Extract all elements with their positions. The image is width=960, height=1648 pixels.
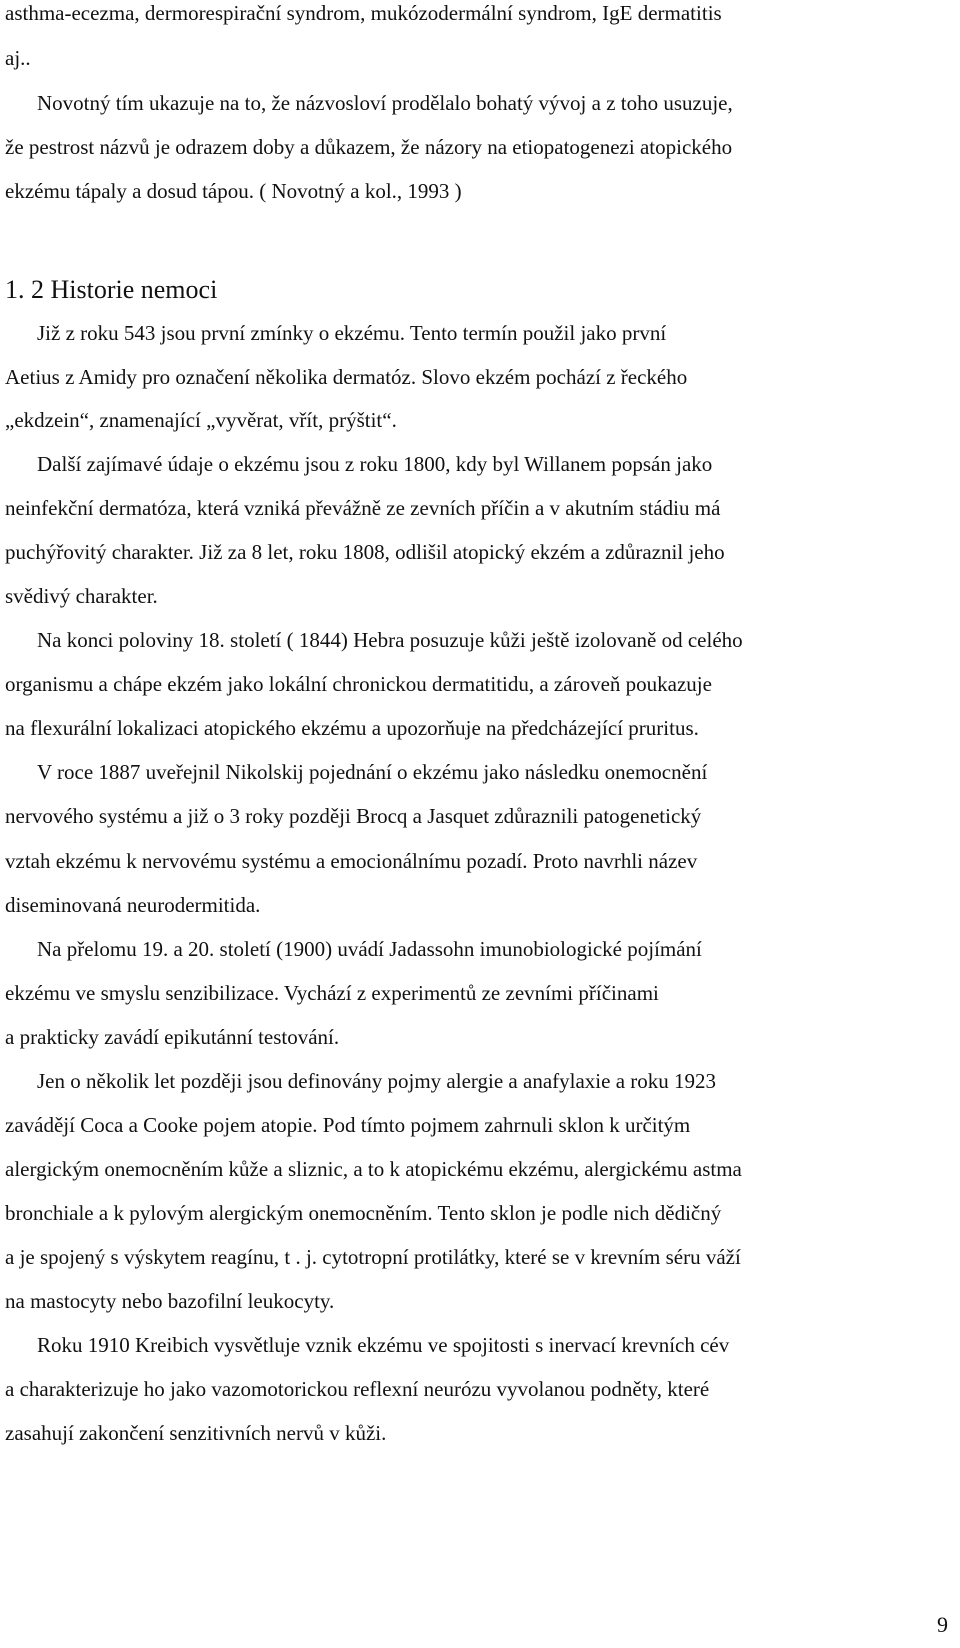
text-line: Roku 1910 Kreibich vysvětluje vznik ekzému ve spojitosti s inervací krevních cév <box>37 1333 730 1357</box>
text-line: Již z roku 543 jsou první zmínky o ekzému. Tento termín použil jako první <box>37 321 667 345</box>
text-line: Další zajímavé údaje o ekzému jsou z roku 1800, kdy byl Willanem popsán jako <box>37 452 713 476</box>
text-line: asthma-ecezma, dermorespirační syndrom, mukózodermální syndrom, IgE dermatitis <box>5 1 722 25</box>
text-line: Jen o několik let později jsou definovány pojmy alergie a anafylaxie a roku 1923 <box>37 1069 717 1093</box>
text-line: zavádějí Coca a Cooke pojem atopie. Pod tímto pojmem zahrnuli sklon k určitým <box>5 1113 691 1137</box>
text-line: organismu a chápe ekzém jako lokální chronickou dermatitidu, a zároveň poukazuje <box>5 672 712 696</box>
text-line: aj.. <box>5 46 31 70</box>
text-line: Na přelomu 19. a 20. století (1900) uvádí Jadassohn imunobiologické pojímání <box>37 937 702 961</box>
text-line: diseminovaná neurodermitida. <box>5 893 261 917</box>
text-line: zasahují zakončení senzitivních nervů v kůži. <box>5 1421 387 1445</box>
text-line: ekzému tápaly a dosud tápou. ( Novotný a kol., 1993 ) <box>5 179 462 203</box>
text-line: puchýřovitý charakter. Již za 8 let, roku 1808, odlišil atopický ekzém a zdůraznil jeho <box>5 540 725 564</box>
text-line: a prakticky zavádí epikutánní testování. <box>5 1025 340 1049</box>
text-line: neinfekční dermatóza, která vzniká převážně ze zevních příčin a v akutním stádiu má <box>5 496 721 520</box>
text-line: Na konci poloviny 18. století ( 1844) Hebra posuzuje kůži ještě izolovaně od celého <box>37 628 743 652</box>
text-line: a je spojený s výskytem reagínu, t . j. cytotropní protilátky, které se v krevním séru váží <box>5 1245 741 1269</box>
text-line: Aetius z Amidy pro označení několika dermatóz. Slovo ekzém pochází z řeckého <box>5 365 688 389</box>
text-line: bronchiale a k pylovým alergickým onemocněním. Tento sklon je podle nich dědičný <box>5 1201 722 1225</box>
text-line: svědivý charakter. <box>5 584 158 608</box>
section-heading: 1. 2 Historie nemoci <box>5 275 218 304</box>
text-line: vztah ekzému k nervovému systému a emocionálnímu pozadí. Proto navrhli název <box>5 849 698 873</box>
text-line: na mastocyty nebo bazofilní leukocyty. <box>5 1289 335 1313</box>
text-line: nervového systému a již o 3 roky později Brocq a Jasquet zdůraznili patogenetický <box>5 804 702 828</box>
text-line: Novotný tím ukazuje na to, že názvosloví prodělalo bohatý vývoj a z toho usuzuje, <box>37 91 733 115</box>
text-line: na flexurální lokalizaci atopického ekzému a upozorňuje na předcházející pruritus. <box>5 716 699 740</box>
text-line: a charakterizuje ho jako vazomotorickou reflexní neurózu vyvolanou podněty, které <box>5 1377 710 1401</box>
text-line: že pestrost názvů je odrazem doby a důkazem, že názory na etiopatogenezi atopického <box>5 135 733 159</box>
page-number: 9 <box>937 1612 948 1637</box>
text-line: ekzému ve smyslu senzibilizace. Vychází z experimentů ze zevními příčinami <box>5 981 659 1005</box>
text-line: alergickým onemocněním kůže a sliznic, a to k atopickému ekzému, alergickému astma <box>5 1157 742 1181</box>
text-line: V roce 1887 uveřejnil Nikolskij pojednání o ekzému jako následku onemocnění <box>37 760 708 784</box>
text-line: „ekdzein“, znamenající „vyvěrat, vřít, prýštit“. <box>5 408 397 432</box>
